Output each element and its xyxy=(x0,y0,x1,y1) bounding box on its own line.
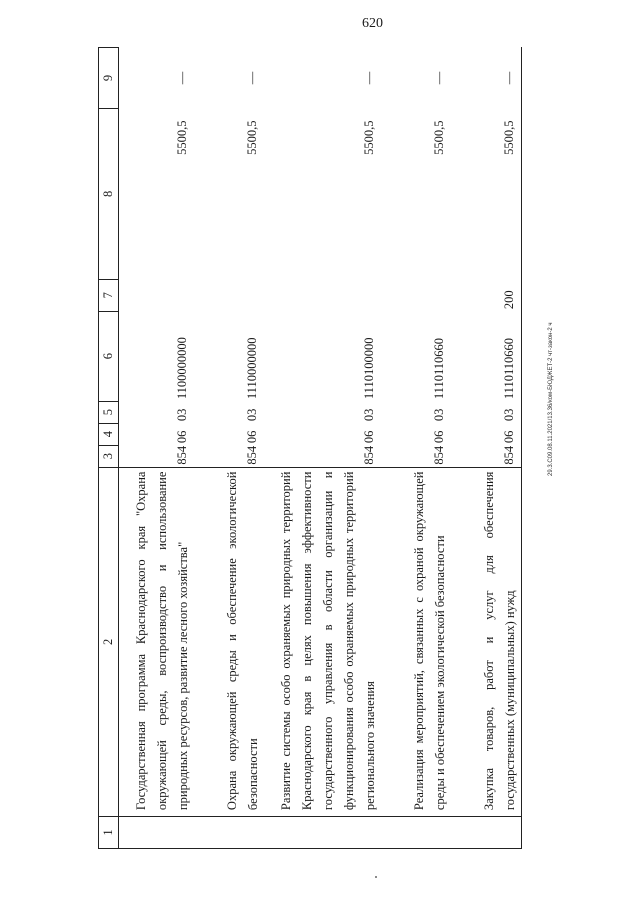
cell-col-1 xyxy=(451,817,522,849)
cell-col-5: 03 xyxy=(451,401,522,423)
cell-col-9: — xyxy=(245,71,259,85)
cell-col-3: 854 xyxy=(451,445,522,467)
cell-col-5: 03 xyxy=(362,408,376,422)
cell-col-4: 06 xyxy=(245,430,259,444)
scan-speck xyxy=(375,876,377,878)
cell-col-1 xyxy=(119,817,195,849)
cell-col-1 xyxy=(264,817,381,849)
row-name: Реализация мероприятий, связанных с охраной окружающей среды и обеспечением экологической безопасности xyxy=(381,467,451,817)
rotated-table-wrapper xyxy=(98,47,574,849)
cell-col-4: 06 xyxy=(362,430,376,444)
header-col-8: 8 xyxy=(99,108,119,279)
header-col-4: 4 xyxy=(99,423,119,445)
cell-col-8: 5500,5 xyxy=(175,120,189,155)
cell-col-3: 854 xyxy=(432,445,446,465)
cell-col-4: 06 xyxy=(432,430,446,444)
row-name: Государственная программа Краснодарского края "Охрана окружающей среды, воспроизводство и использование природных ресурсов, развитие лесного хозяйства" xyxy=(119,467,195,817)
cell-col-8: 5500,5 xyxy=(432,120,446,155)
table-row xyxy=(119,48,195,849)
cell-col-6: 1110110660 xyxy=(451,311,522,401)
header-col-6: 6 xyxy=(99,311,119,401)
cell-col-3: 854 xyxy=(175,445,189,465)
cell-col-5: 03 xyxy=(245,408,259,422)
cell-col-9: — xyxy=(362,71,376,85)
cell-col-9: — xyxy=(175,71,189,85)
cell-col-7 xyxy=(119,279,195,311)
cell-col-4: 06 xyxy=(175,430,189,444)
cell-col-4: 06 xyxy=(451,423,522,445)
budget-table xyxy=(98,47,522,849)
cell-col-8: 5500,5 xyxy=(451,108,522,279)
cell-col-9: — xyxy=(432,71,446,85)
header-col-2: 2 xyxy=(99,467,119,817)
cell-col-9: — xyxy=(451,48,522,109)
row-name: Охрана окружающей среды и обеспечение экологической безопасности xyxy=(194,467,264,817)
cell-col-7 xyxy=(264,279,381,311)
header-col-5: 5 xyxy=(99,401,119,423)
cell-col-8: 5500,5 xyxy=(362,120,376,155)
cell-col-5: 03 xyxy=(432,408,446,422)
header-col-1: 1 xyxy=(99,817,119,849)
cell-col-3: 854 xyxy=(245,445,259,465)
cell-col-6: 1100000000 xyxy=(175,337,189,400)
cell-col-7 xyxy=(194,279,264,311)
header-col-9: 9 xyxy=(99,48,119,109)
table-row xyxy=(264,48,381,849)
header-col-3: 3 xyxy=(99,445,119,467)
table-row xyxy=(451,48,522,849)
cell-col-1 xyxy=(381,817,451,849)
header-col-7: 7 xyxy=(99,279,119,311)
header-row xyxy=(99,48,119,849)
cell-col-6: 1110000000 xyxy=(245,337,259,400)
cell-col-5: 03 xyxy=(175,408,189,422)
row-name: Развитие системы особо охраняемых природных территорий Краснодарского края в целях повышения эффективности государственного управления в области организации и функционирования особо охраняемых природных территорий регионального значения xyxy=(264,467,381,817)
cell-col-1 xyxy=(194,817,264,849)
table-row xyxy=(194,48,264,849)
page-number: 620 xyxy=(362,16,383,31)
cell-col-6: 1110100000 xyxy=(362,337,376,400)
cell-col-6: 1110110660 xyxy=(432,338,446,400)
cell-col-3: 854 xyxy=(362,445,376,465)
cell-col-8: 5500,5 xyxy=(245,120,259,155)
cell-col-7 xyxy=(381,279,451,311)
table-row xyxy=(381,48,451,849)
row-name: Закупка товаров, работ и услуг для обеспечения государственных (муниципальных) нужд xyxy=(451,467,522,817)
document-stamp: 29.3.С09.08.11.2021/13.36/ком-БЮДЖЕТ-2 чт-закон-2 ч xyxy=(548,322,554,476)
cell-col-7: 200 xyxy=(451,279,522,311)
